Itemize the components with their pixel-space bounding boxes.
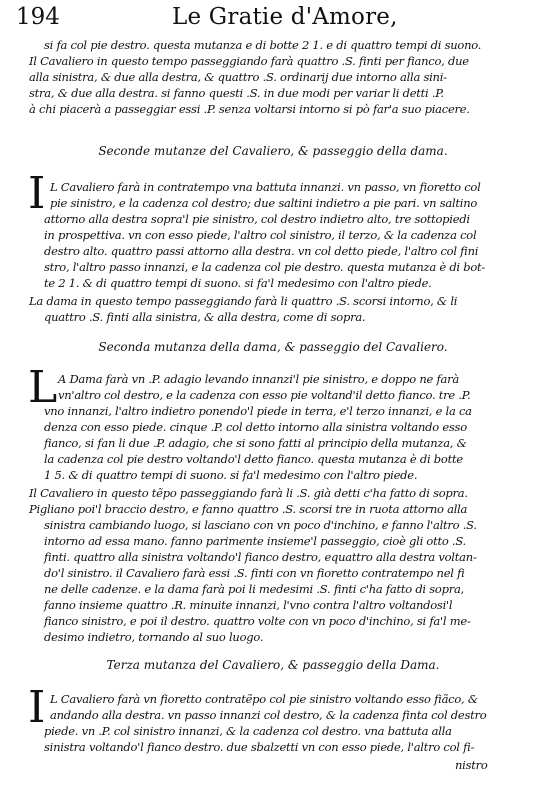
drop-cap: I: [28, 168, 46, 219]
text-line: vn'altro col destro, e la cadenza con esso pie voltand'il detto fianco. tre .P.: [58, 388, 471, 402]
text-line: Il Cavaliero in questo tẽpo passeggiando farà li .S. già detti c'ha fatto di sopra.: [29, 486, 468, 500]
text-line: sinistra cambiando luogo, si lasciano con vn poco d'inchino, e fanno l'altro .S.: [44, 518, 477, 532]
catchword: nistro: [455, 758, 488, 772]
text-line: in prospettiva. vn con esso piede, l'altro col sinistro, il terzo, & la cadenza col: [44, 228, 477, 242]
text-line: destro alto. quattro passi attorno alla destra. vn col detto piede, l'altro col fini: [44, 244, 479, 258]
text-line: à chi piacerà a passeggiar essi .P. senza voltarsi intorno si pò far'a suo piacere.: [29, 102, 470, 116]
text-line: ne delle cadenze. e la dama farà poi li medesimi .S. finti c'ha fatto di sopra,: [44, 582, 464, 596]
drop-cap: I: [28, 682, 46, 733]
text-line: intorno ad essa mano. fanno parimente insieme'l passeggio, cioè gli otto .S.: [44, 534, 466, 548]
text-line: L Cavaliero farà vn fioretto contratẽpo col pie sinistro voltando esso fiãco, &: [50, 692, 478, 706]
text-line: si fa col pie destro. questa mutanza e di botte 2 1. e di quattro tempi di suono.: [44, 38, 482, 52]
section-heading: Terza mutanza del Cavaliero, & passeggio della Dama.: [106, 658, 440, 672]
text-line: te 2 1. & di quattro tempi di suono. si fa'l medesimo con l'altro piede.: [44, 276, 432, 290]
drop-cap: L: [28, 362, 58, 413]
text-line: attorno alla destra sopra'l pie sinistro, col destro indietro alto, tre sottopiedi: [44, 212, 470, 226]
text-line: pie sinistro, e la cadenza col destro; due saltini indietro a pie pari. vn saltino: [50, 196, 478, 210]
text-line: stra, & due alla destra. si fanno questi .S. in due modi per variar li detti .P.: [29, 86, 444, 100]
text-line: La dama in questo tempo passeggiando farà li quattro .S. scorsi intorno, & li: [29, 294, 458, 308]
text-line: vno innanzi, l'altro indietro ponendo'l piede in terra, e'l terzo innanzi, e la ca: [44, 404, 472, 418]
page-number: 194: [16, 4, 60, 30]
running-title: Le Gratie d'Amore,: [172, 4, 398, 30]
text-line: stro, l'altro passo innanzi, e la cadenza col pie destro. questa mutanza è di bot-: [44, 260, 486, 274]
text-line: andando alla destra. vn passo innanzi col destro, & la cadenza finta col destro: [50, 708, 487, 722]
text-line: desimo indietro, tornando al suo luogo.: [44, 630, 264, 644]
section-heading: Seconde mutanze del Cavaliero, & passeggio della dama.: [98, 144, 448, 158]
text-line: fianco sinistro, e poi il destro. quattro volte con vn poco d'inchino, si fa'l me-: [44, 614, 471, 628]
text-line: quattro .S. finti alla sinistra, & alla destra, come di sopra.: [44, 310, 366, 324]
text-line: L Cavaliero farà in contratempo vna battuta innanzi. vn passo, vn fioretto col: [50, 180, 481, 194]
text-line: fianco, si fan li due .P. adagio, che si sono fatti al principio della mutanza, &: [44, 436, 467, 450]
text-line: 1 5. & di quattro tempi di suono. si fa'l medesimo con l'altro piede.: [44, 468, 418, 482]
text-line: Pigliano poi'l braccio destro, e fanno quattro .S. scorsi tre in ruota attorno alla: [29, 502, 468, 516]
text-line: sinistra voltando'l fianco destro. due sbalzetti vn con esso piede, l'altro col fi-: [44, 740, 475, 754]
text-line: Il Cavaliero in questo tempo passeggiando farà quattro .S. finti per fianco, due: [29, 54, 469, 68]
text-line: do'l sinistro. il Cavaliero farà essi .S. finti con vn fioretto contratempo nel fi: [44, 566, 465, 580]
text-line: fanno insieme quattro .R. minuite innanzi, l'vno contra l'altro voltandosi'l: [44, 598, 453, 612]
text-line: piede. vn .P. col sinistro innanzi, & la cadenza col destro. vna battuta alla: [44, 724, 452, 738]
section-heading: Seconda mutanza della dama, & passeggio del Cavaliero.: [98, 340, 448, 354]
text-line: la cadenza col pie destro voltando'l detto fianco. questa mutanza è di botte: [44, 452, 463, 466]
text-line: alla sinistra, & due alla destra, & quattro .S. ordinarij due intorno alla sini-: [29, 70, 447, 84]
text-line: finti. quattro alla sinistra voltando'l fianco destro, equattro alla destra voltan-: [44, 550, 477, 564]
text-line: denza con esso piede. cinque .P. col detto intorno alla sinistra voltando esso: [44, 420, 467, 434]
text-line: A Dama farà vn .P. adagio levando innanzi'l pie sinistro, e doppo ne farà: [58, 372, 459, 386]
running-header: [0, 0, 546, 40]
